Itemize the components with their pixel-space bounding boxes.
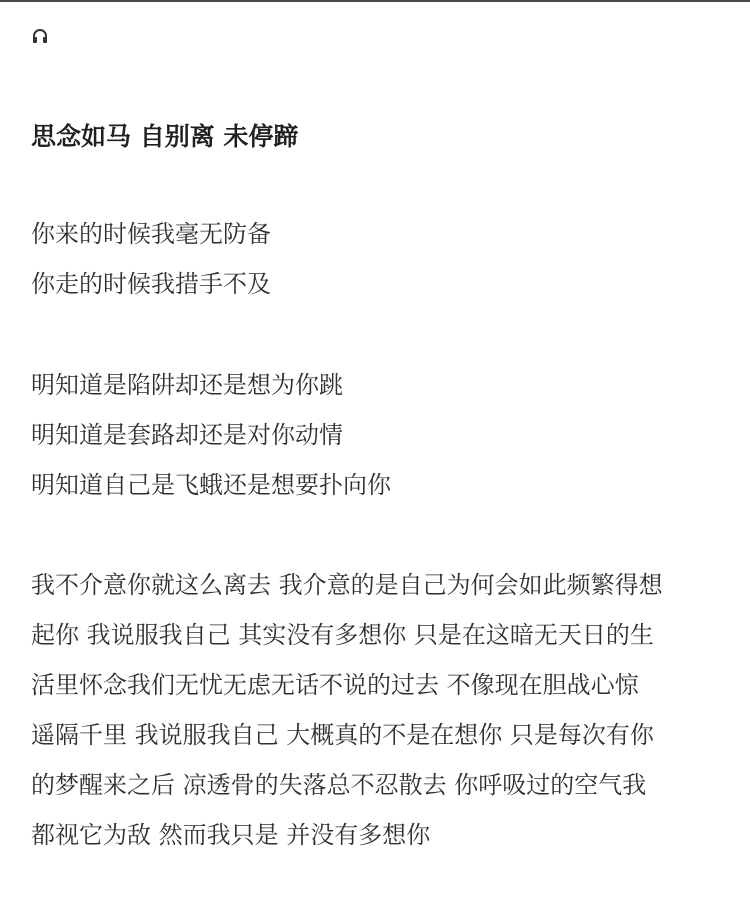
poem-title: 思念如马 自别离 未停蹄 (31, 122, 299, 151)
stanza-3 (31, 560, 663, 860)
paragraph-line: 起你 我说服我自己 其实没有多想你 只是在这暗无天日的生 (31, 621, 654, 649)
paragraph-line: 我不介意你就这么离去 我介意的是自己为何会如此频繁得想 (31, 571, 663, 599)
paragraph-line: 活里怀念我们无忧无虑无话不说的过去 不像现在胆战心惊 (31, 671, 639, 699)
paragraph-line: 的梦醒来之后 凉透骨的失落总不忍散去 你呼吸过的空气我 (31, 771, 647, 799)
stanza-line: 你来的时候我毫无防备 (31, 220, 271, 248)
stanza-line: 明知道是套路却还是对你动情 (31, 421, 343, 449)
paragraph-line: 都视它为敌 然而我只是 并没有多想你 (31, 821, 431, 849)
headphones-icon (31, 27, 49, 45)
stanza-1 (31, 209, 271, 309)
stanza-line: 明知道是陷阱却还是想为你跳 (31, 371, 343, 399)
paragraph-line: 遥隔千里 我说服我自己 大概真的不是在想你 只是每次有你 (31, 721, 654, 749)
stanza-2 (31, 360, 391, 510)
stanza-line: 你走的时候我措手不及 (31, 270, 271, 298)
stanza-line: 明知道自己是飞蛾还是想要扑向你 (31, 471, 391, 499)
top-divider (0, 0, 750, 2)
